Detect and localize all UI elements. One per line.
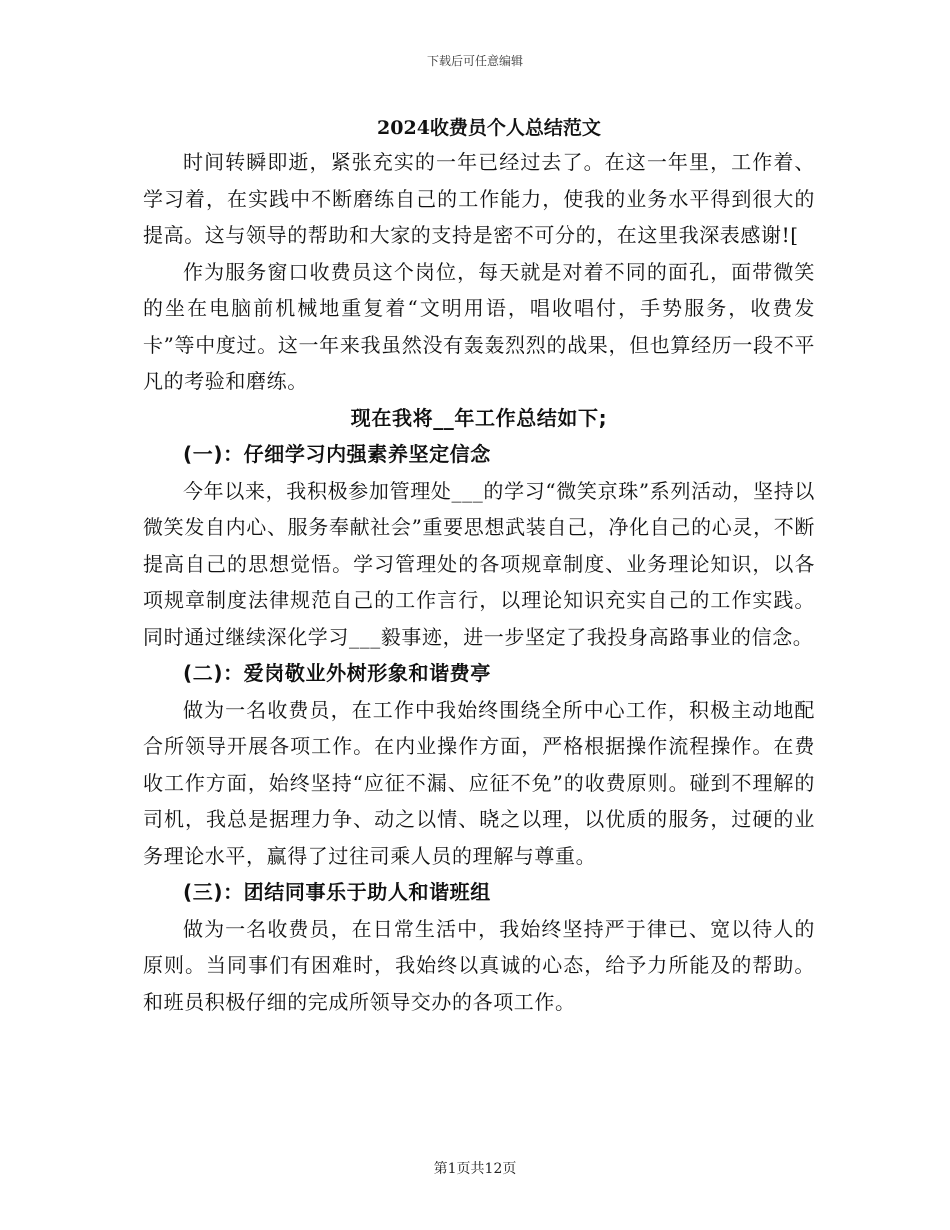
section-heading-2: (二)：爱岗敬业外树形象和谐费亭 [183,661,491,685]
section-body-3: 做为一名收费员，在日常生活中，我始终坚持严于律已、宽以待人的原则。当同事们有困难时，我始终以真诚的心态，给予力所能及的帮助。和班员积极仔细的完成所领导交办的各项工作。 [143,916,815,1014]
section-body-1: 今年以来，我积极参加管理处___的学习“微笑京珠”系列活动，坚持以微笑发自内心、服务奉献社会”重要思想武装自己，净化自己的心灵，不断提高自己的思想觉悟。学习管理处的各项规章制度、业务理论知识，以各项规章制度法律规范自己的工作言行，以理论知识充实自己的工作实践。同时通过继续深化学习___毅事迹，进一步坚定了我投身高路事业的信念。 [143,478,815,649]
section-heading-3: (三)：团结同事乐于助人和谐班组 [183,880,491,904]
page-header-note: 下载后可任意编辑 [426,54,523,68]
document-title: 2024收费员个人总结范文 [377,117,601,139]
intro-paragraph-1: 时间转瞬即逝，紧张充实的一年已经过去了。在这一年里，工作着、学习着，在实践中不断磨练自己的工作能力，使我的业务水平得到很大的提高。这与领导的帮助和大家的支持是密不可分的，在这里我深表感谢![ [143,150,815,247]
document-body [143,112,815,1020]
page-number-footer: 第1页共12页 [433,1161,517,1177]
summary-heading: 现在我将__年工作总结如下; [350,405,608,430]
section-heading-1: (一)：仔细学习内强素养坚定信念 [183,442,491,466]
section-body-2: 做为一名收费员，在工作中我始终围绕全所中心工作，积极主动地配合所领导开展各项工作。在内业操作方面，严格根据操作流程操作。在费收工作方面，始终坚持“应征不漏、应征不免”的收费原则。碰到不理解的司机，我总是据理力争、动之以情、晓之以理，以优质的服务，过硬的业务理论水平，赢得了过往司乘人员的理解与尊重。 [143,697,815,868]
intro-paragraph-2: 作为服务窗口收费员这个岗位，每天就是对着不同的面孔，面带微笑的坐在电脑前机械地重复着“文明用语，唱收唱付，手势服务，收费发卡”等中度过。这一年来我虽然没有轰轰烈烈的战果，但也算经历一段不平凡的考验和磨练。 [143,259,815,393]
